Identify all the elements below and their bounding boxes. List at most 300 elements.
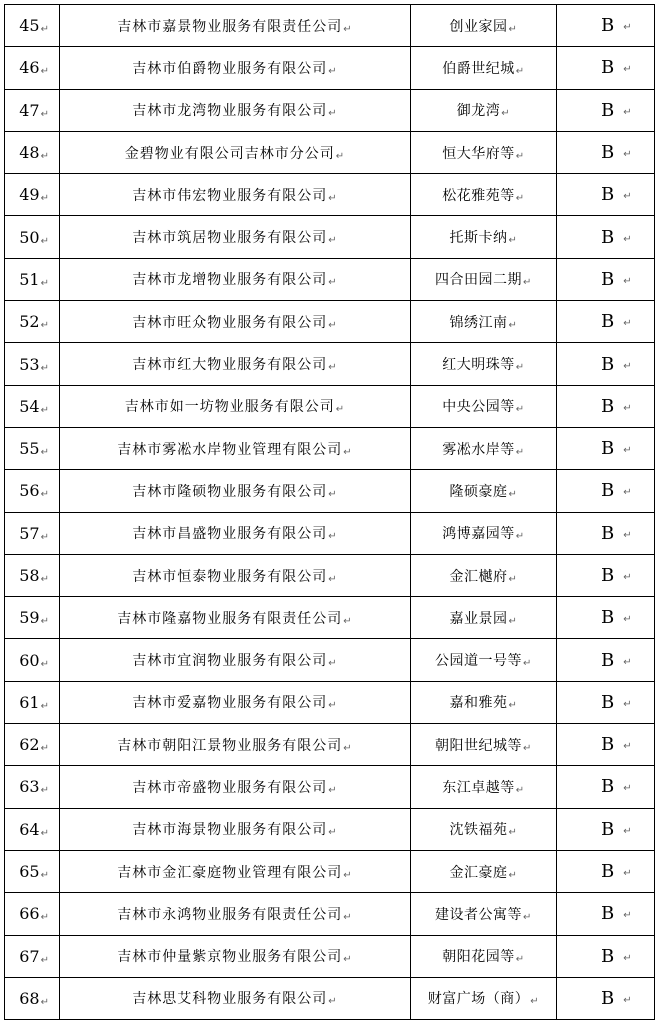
table-row [5,850,655,892]
project-name-cell [411,893,557,935]
row-number-cell [5,512,60,554]
row-number: 53 [19,354,40,374]
paragraph-mark-icon: ↵ [523,742,532,754]
project-name-cell [411,766,557,808]
project-name-cell [411,427,557,469]
paragraph-mark-icon: ↵ [328,700,338,712]
row-number-cell [5,258,60,300]
paragraph-mark-icon: ↵ [508,827,518,839]
paragraph-mark-icon: ↵ [508,573,518,585]
grade-cell [557,47,655,89]
company-name: 吉林市隆嘉物业服务有限责任公司 [117,610,343,627]
row-number: 59 [19,608,40,628]
paragraph-mark-icon: ↵ [328,488,338,500]
project-name-cell [411,343,557,385]
company-name-cell [60,554,411,596]
paragraph-mark-icon: ↵ [623,149,632,161]
paragraph-mark-icon: ↵ [328,108,338,120]
grade-cell [557,639,655,681]
paragraph-mark-icon: ↵ [623,318,632,330]
company-name-cell [60,385,411,427]
grade-value: B [601,691,615,713]
grade-value: B [601,945,615,967]
table-row [5,470,655,512]
paragraph-mark-icon: ↵ [623,402,632,414]
company-name-cell [60,639,411,681]
row-number: 50 [19,227,40,247]
company-name: 吉林市筑居物业服务有限公司 [132,230,328,247]
company-name-cell [60,597,411,639]
table-row [5,724,655,766]
paragraph-mark-icon: ↵ [328,531,338,543]
company-name-cell [60,893,411,935]
project-name: 创业家园 [449,18,508,35]
company-name-cell [60,935,411,977]
paragraph-mark-icon: ↵ [40,616,49,628]
project-name-cell [411,131,557,173]
row-number-cell [5,850,60,892]
company-name: 吉林市金汇豪庭物业管理有限公司 [117,864,343,881]
grade-cell [557,554,655,596]
grade-cell [557,427,655,469]
row-number-cell [5,174,60,216]
paragraph-mark-icon: ↵ [623,275,632,287]
paragraph-mark-icon: ↵ [40,277,49,289]
paragraph-mark-icon: ↵ [623,360,632,372]
row-number: 48 [19,143,40,163]
paragraph-mark-icon: ↵ [508,615,518,627]
paragraph-mark-icon: ↵ [40,151,49,163]
company-name: 吉林市伟宏物业服务有限公司 [132,187,328,204]
row-number: 67 [19,946,40,966]
grade-cell [557,258,655,300]
project-name-cell [411,977,557,1019]
table-row [5,89,655,131]
grade-cell [557,850,655,892]
row-number: 62 [19,735,40,755]
company-name-cell [60,89,411,131]
company-name: 吉林市隆硕物业服务有限公司 [132,483,328,500]
project-name-cell [411,89,557,131]
paragraph-mark-icon: ↵ [343,742,353,754]
grade-value: B [601,903,615,925]
paragraph-mark-icon: ↵ [328,192,338,204]
project-name: 鸿博嘉园等 [442,526,515,543]
paragraph-mark-icon: ↵ [515,362,525,374]
company-name: 吉林市旺众物业服务有限公司 [132,314,328,331]
paragraph-mark-icon: ↵ [40,531,49,543]
row-number: 47 [19,100,40,120]
table-row [5,766,655,808]
paragraph-mark-icon: ↵ [335,404,346,416]
company-name-cell [60,131,411,173]
paragraph-mark-icon: ↵ [328,362,338,374]
project-name: 中央公园等 [442,399,515,416]
paragraph-mark-icon: ↵ [515,192,525,204]
table-row [5,808,655,850]
company-name: 吉林市如一坊物业服务有限公司 [124,399,335,416]
table-row [5,427,655,469]
project-name: 金汇豪庭 [449,864,508,881]
row-number-cell [5,766,60,808]
grade-value: B [601,142,615,164]
paragraph-mark-icon: ↵ [40,996,49,1008]
table-row [5,935,655,977]
paragraph-mark-icon: ↵ [508,235,518,247]
grade-value: B [601,607,615,629]
project-name-cell [411,385,557,427]
paragraph-mark-icon: ↵ [40,785,49,797]
table-row [5,893,655,935]
paragraph-mark-icon: ↵ [40,24,49,36]
paragraph-mark-icon: ↵ [508,488,518,500]
paragraph-mark-icon: ↵ [40,954,49,966]
grade-value: B [601,57,615,79]
grade-value: B [601,268,615,290]
paragraph-mark-icon: ↵ [40,827,49,839]
table-row [5,977,655,1019]
project-name: 沈铁福苑 [449,822,508,839]
project-name-cell [411,808,557,850]
project-name-cell [411,174,557,216]
project-name-cell [411,554,557,596]
grade-value: B [601,522,615,544]
row-number: 61 [19,692,40,712]
company-name: 吉林市宜润物业服务有限公司 [132,653,328,670]
paragraph-mark-icon: ↵ [40,193,49,205]
company-name-cell [60,343,411,385]
paragraph-mark-icon: ↵ [40,743,49,755]
paragraph-mark-icon: ↵ [515,531,525,543]
project-name: 朝阳世纪城等 [435,737,523,754]
table-row [5,301,655,343]
row-number-cell [5,935,60,977]
company-name-cell [60,808,411,850]
company-name-cell [60,427,411,469]
grade-cell [557,681,655,723]
paragraph-mark-icon: ↵ [40,404,49,416]
grade-value: B [601,395,615,417]
paragraph-mark-icon: ↵ [530,996,540,1008]
project-name: 嘉业景园 [449,610,508,627]
paragraph-mark-icon: ↵ [623,529,632,541]
grade-cell [557,893,655,935]
table-row [5,47,655,89]
row-number-cell [5,597,60,639]
paragraph-mark-icon: ↵ [623,698,632,710]
table-row [5,174,655,216]
company-name-cell [60,47,411,89]
project-name: 红大明珠等 [442,357,515,374]
paragraph-mark-icon: ↵ [328,319,338,331]
paragraph-mark-icon: ↵ [343,911,353,923]
paragraph-mark-icon: ↵ [343,615,353,627]
row-number: 60 [19,650,40,670]
paragraph-mark-icon: ↵ [328,658,338,670]
grade-cell [557,5,655,47]
paragraph-mark-icon: ↵ [623,910,632,922]
paragraph-mark-icon: ↵ [515,954,525,966]
table-row [5,385,655,427]
company-name: 吉林市永鸿物业服务有限责任公司 [117,906,343,923]
paragraph-mark-icon: ↵ [40,235,49,247]
grade-value: B [601,776,615,798]
paragraph-mark-icon: ↵ [515,150,525,162]
table-row [5,131,655,173]
paragraph-mark-icon: ↵ [623,952,632,964]
row-number-cell [5,724,60,766]
paragraph-mark-icon: ↵ [623,233,632,245]
paragraph-mark-icon: ↵ [523,277,532,289]
grade-cell [557,470,655,512]
row-number: 58 [19,566,40,585]
table-row [5,597,655,639]
project-name: 四合田园二期 [435,272,523,289]
paragraph-mark-icon: ↵ [508,700,518,712]
grade-cell [557,512,655,554]
company-name-cell [60,724,411,766]
paragraph-mark-icon: ↵ [623,64,632,76]
project-name: 东江卓越等 [442,779,515,796]
paragraph-mark-icon: ↵ [40,574,49,585]
grade-value: B [601,987,615,1009]
company-name-cell [60,5,411,47]
row-number: 54 [19,396,40,416]
grade-cell [557,343,655,385]
paragraph-mark-icon: ↵ [623,106,632,118]
project-name: 建设者公寓等 [435,906,523,923]
grade-cell [557,385,655,427]
row-number: 57 [19,523,40,543]
table-row [5,216,655,258]
company-name: 吉林市帝盛物业服务有限公司 [132,779,328,796]
paragraph-mark-icon: ↵ [40,870,49,882]
paragraph-mark-icon: ↵ [523,658,532,670]
grade-cell [557,301,655,343]
paragraph-mark-icon: ↵ [40,658,49,670]
paragraph-mark-icon: ↵ [328,573,338,585]
paragraph-mark-icon: ↵ [40,108,49,120]
grade-value: B [601,353,615,375]
grade-value: B [601,15,615,37]
project-name-cell [411,724,557,766]
company-name: 吉林市龙增物业服务有限公司 [132,272,328,289]
paragraph-mark-icon: ↵ [623,994,632,1006]
row-number: 51 [19,269,40,289]
grade-value: B [601,99,615,121]
paragraph-mark-icon: ↵ [40,362,49,374]
company-name-cell [60,216,411,258]
company-name: 吉林市嘉景物业服务有限责任公司 [117,18,343,35]
paragraph-mark-icon: ↵ [40,66,49,78]
paragraph-mark-icon: ↵ [515,65,525,77]
paragraph-mark-icon: ↵ [623,783,632,795]
row-number: 64 [19,819,40,839]
paragraph-mark-icon: ↵ [515,404,525,416]
paragraph-mark-icon: ↵ [328,235,338,247]
project-name-cell [411,216,557,258]
paragraph-mark-icon: ↵ [328,827,338,839]
project-name: 雾凇水岸等 [442,441,515,458]
paragraph-mark-icon: ↵ [623,22,632,34]
paragraph-mark-icon: ↵ [343,954,353,966]
paragraph-mark-icon: ↵ [623,445,632,457]
project-name: 恒大华府等 [442,145,515,162]
grade-cell [557,216,655,258]
paragraph-mark-icon: ↵ [508,319,518,331]
company-name-cell [60,470,411,512]
paragraph-mark-icon: ↵ [515,446,525,458]
paragraph-mark-icon: ↵ [623,614,632,626]
grade-cell [557,977,655,1019]
company-name: 吉林市爱嘉物业服务有限公司 [132,695,328,712]
company-name-cell [60,258,411,300]
row-number-cell [5,681,60,723]
grade-cell [557,935,655,977]
paragraph-mark-icon: ↵ [40,700,49,712]
grade-cell [557,174,655,216]
grade-value: B [601,438,615,460]
project-name: 嘉和雅苑 [449,695,508,712]
row-number-cell [5,301,60,343]
paragraph-mark-icon: ↵ [40,912,49,924]
row-number: 68 [19,988,40,1008]
project-name-cell [411,850,557,892]
grade-cell [557,89,655,131]
row-number: 56 [19,481,40,501]
row-number-cell [5,808,60,850]
company-name: 吉林市昌盛物业服务有限公司 [132,526,328,543]
company-name: 吉林市龙湾物业服务有限公司 [132,103,328,120]
table-row [5,5,655,47]
project-name-cell [411,301,557,343]
row-number-cell [5,639,60,681]
row-number-cell [5,470,60,512]
company-name-cell [60,681,411,723]
row-number-cell [5,216,60,258]
project-name: 锦绣江南 [449,314,508,331]
project-name: 财富广场（商） [427,991,530,1008]
paragraph-mark-icon: ↵ [40,489,49,501]
project-name: 御龙湾 [456,103,501,120]
project-name-cell [411,47,557,89]
grade-value: B [601,649,615,671]
paragraph-mark-icon: ↵ [623,487,632,499]
row-number-cell [5,5,60,47]
grade-cell [557,597,655,639]
company-name-cell [60,977,411,1019]
paragraph-mark-icon: ↵ [623,572,632,583]
company-name: 吉林市雾凇水岸物业管理有限公司 [117,441,343,458]
paragraph-mark-icon: ↵ [623,656,632,668]
project-name-cell [411,512,557,554]
project-name-cell [411,597,557,639]
paragraph-mark-icon: ↵ [623,825,632,837]
paragraph-mark-icon: ↵ [508,869,518,881]
paragraph-mark-icon: ↵ [501,108,511,120]
row-number: 66 [19,904,40,924]
grade-cell [557,808,655,850]
paragraph-mark-icon: ↵ [40,320,49,332]
paragraph-mark-icon: ↵ [343,446,353,458]
table-row [5,258,655,300]
row-number-cell [5,554,60,596]
project-name-cell [411,258,557,300]
row-number: 46 [19,58,40,78]
grade-value: B [601,818,615,840]
grade-value: B [601,311,615,333]
paragraph-mark-icon: ↵ [515,784,525,796]
company-name-cell [60,512,411,554]
grade-value: B [601,734,615,756]
paragraph-mark-icon: ↵ [328,784,338,796]
company-name: 吉林市海景物业服务有限公司 [132,822,328,839]
table-row [5,512,655,554]
project-name: 托斯卡纳 [449,230,508,247]
table-row [5,554,655,596]
company-name: 吉林市朝阳江景物业服务有限公司 [117,737,343,754]
table-row [5,681,655,723]
paragraph-mark-icon: ↵ [343,23,353,35]
row-number: 63 [19,777,40,797]
grade-cell [557,766,655,808]
property-rating-table [4,4,655,1020]
row-number-cell [5,893,60,935]
project-name-cell [411,681,557,723]
project-name: 伯爵世纪城 [442,60,515,77]
project-name: 隆硕豪庭 [449,483,508,500]
paragraph-mark-icon: ↵ [343,869,353,881]
row-number-cell [5,343,60,385]
project-name: 朝阳花园等 [442,949,515,966]
company-name: 吉林市仲量紫京物业服务有限公司 [117,949,343,966]
paragraph-mark-icon: ↵ [328,277,338,289]
row-number-cell [5,131,60,173]
row-number-cell [5,89,60,131]
project-name-cell [411,5,557,47]
table-body [5,5,655,1020]
paragraph-mark-icon: ↵ [335,150,346,162]
company-name: 吉林思艾科物业服务有限公司 [132,991,328,1008]
company-name-cell [60,174,411,216]
grade-value: B [601,480,615,502]
project-name-cell [411,639,557,681]
grade-cell [557,131,655,173]
project-name: 松花雅苑等 [442,187,515,204]
row-number-cell [5,385,60,427]
project-name: 金汇樾府 [449,568,508,585]
row-number: 65 [19,862,40,882]
company-name: 金碧物业有限公司吉林市分公司 [124,145,335,162]
paragraph-mark-icon: ↵ [508,23,518,35]
row-number: 55 [19,439,40,459]
paragraph-mark-icon: ↵ [40,447,49,459]
row-number: 49 [19,185,40,205]
row-number-cell [5,977,60,1019]
project-name: 公园道一号等 [435,653,523,670]
project-name-cell [411,935,557,977]
grade-value: B [601,226,615,248]
row-number: 52 [19,312,40,332]
company-name: 吉林市恒泰物业服务有限公司 [132,568,328,585]
row-number-cell [5,427,60,469]
project-name-cell [411,470,557,512]
grade-value: B [601,565,615,586]
company-name-cell [60,301,411,343]
row-number: 45 [19,16,40,36]
paragraph-mark-icon: ↵ [328,65,338,77]
grade-cell [557,724,655,766]
